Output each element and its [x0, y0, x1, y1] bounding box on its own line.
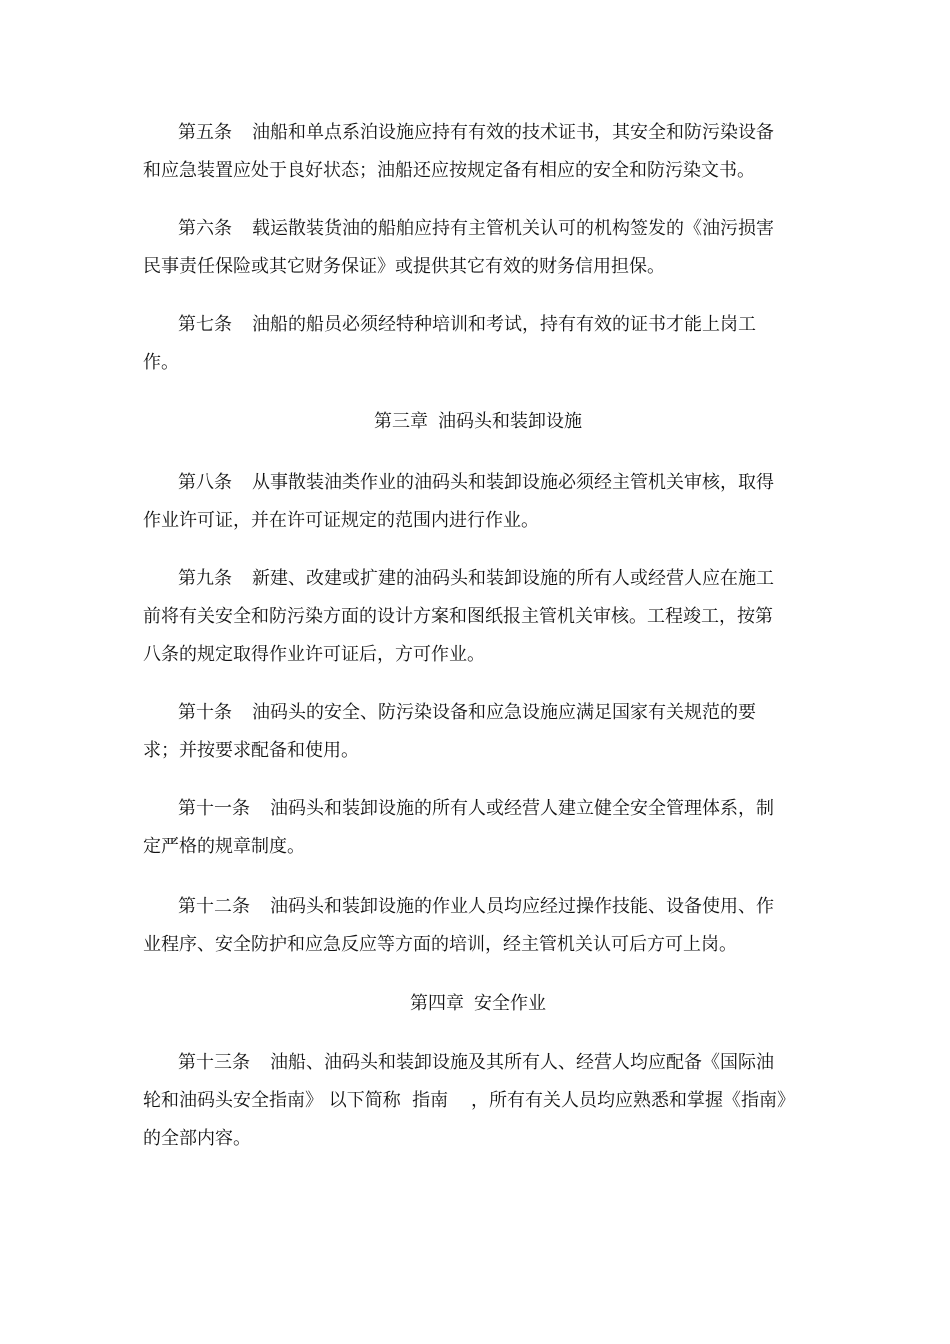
article-label: 第九条 — [178, 568, 232, 589]
article-text-line: 油船、油码头和装卸设施及其所有人、经营人均应配备《国际油 — [270, 1052, 774, 1073]
article-12 — [143, 888, 813, 964]
article-text-line: 油船和单点系泊设施应持有有效的技术证书，其安全和防污染设备 — [252, 122, 774, 143]
article-8 — [143, 464, 813, 540]
article-text-line: 前将有关安全和防污染方面的设计方案和图纸报主管机关审核。工程竣工，按第 — [143, 606, 773, 627]
article-label: 第七条 — [178, 314, 232, 335]
article-label: 第六条 — [178, 218, 232, 239]
article-label: 第五条 — [178, 122, 232, 143]
article-6 — [143, 210, 813, 286]
article-text-line: 的全部内容。 — [143, 1128, 251, 1149]
article-text-line: 定严格的规章制度。 — [143, 836, 305, 857]
article-text-line: 和应急装置应处于良好状态；油船还应按规定备有相应的安全和防污染文书。 — [143, 160, 755, 181]
article-text-line: 从事散装油类作业的油码头和装卸设施必须经主管机关审核，取得 — [252, 472, 774, 493]
chapter-number: 第三章 — [374, 411, 428, 432]
article-text-line: 民事责任保险或其它财务保证》或提供其它有效的财务信用担保。 — [143, 256, 665, 277]
article-5 — [143, 114, 813, 190]
article-text-line: 求；并按要求配备和使用。 — [143, 740, 359, 761]
article-text-line: 油船的船员必须经特种培训和考试，持有有效的证书才能上岗工 — [252, 314, 756, 335]
chapter-title: 安全作业 — [474, 993, 546, 1014]
article-label: 第十条 — [178, 702, 232, 723]
chapter-heading-3 — [0, 403, 950, 441]
article-text-line: 油码头的安全、防污染设备和应急设施应满足国家有关规范的要 — [252, 702, 756, 723]
article-text-line: 油码头和装卸设施的所有人或经营人建立健全安全管理体系，制 — [270, 798, 774, 819]
chapter-heading-4 — [0, 985, 950, 1023]
article-10 — [143, 694, 813, 770]
article-text-line: 作业许可证，并在许可证规定的范围内进行作业。 — [143, 510, 539, 531]
article-9 — [143, 560, 813, 674]
article-text-line: 油码头和装卸设施的作业人员均应经过操作技能、设备使用、作 — [270, 896, 774, 917]
article-label: 第八条 — [178, 472, 232, 493]
article-11 — [143, 790, 813, 866]
chapter-title: 油码头和装卸设施 — [438, 411, 582, 432]
article-7 — [143, 306, 813, 382]
article-text-line: 载运散装货油的船舶应持有主管机关认可的机构签发的《油污损害 — [252, 218, 774, 239]
article-label: 第十三条 — [178, 1052, 250, 1073]
article-label: 第十二条 — [178, 896, 250, 917]
article-text-line: 轮和油码头安全指南》 以下简称 指南 ，所有有关人员均应熟悉和掌握《指南》 — [143, 1090, 796, 1111]
article-text-line: 新建、改建或扩建的油码头和装卸设施的所有人或经营人应在施工 — [252, 568, 774, 589]
article-text-line: 业程序、安全防护和应急反应等方面的培训，经主管机关认可后方可上岗。 — [143, 934, 737, 955]
article-13 — [143, 1044, 813, 1158]
article-label: 第十一条 — [178, 798, 250, 819]
chapter-number: 第四章 — [410, 993, 464, 1014]
article-text-line: 作。 — [143, 352, 179, 373]
article-text-line: 八条的规定取得作业许可证后，方可作业。 — [143, 644, 485, 665]
